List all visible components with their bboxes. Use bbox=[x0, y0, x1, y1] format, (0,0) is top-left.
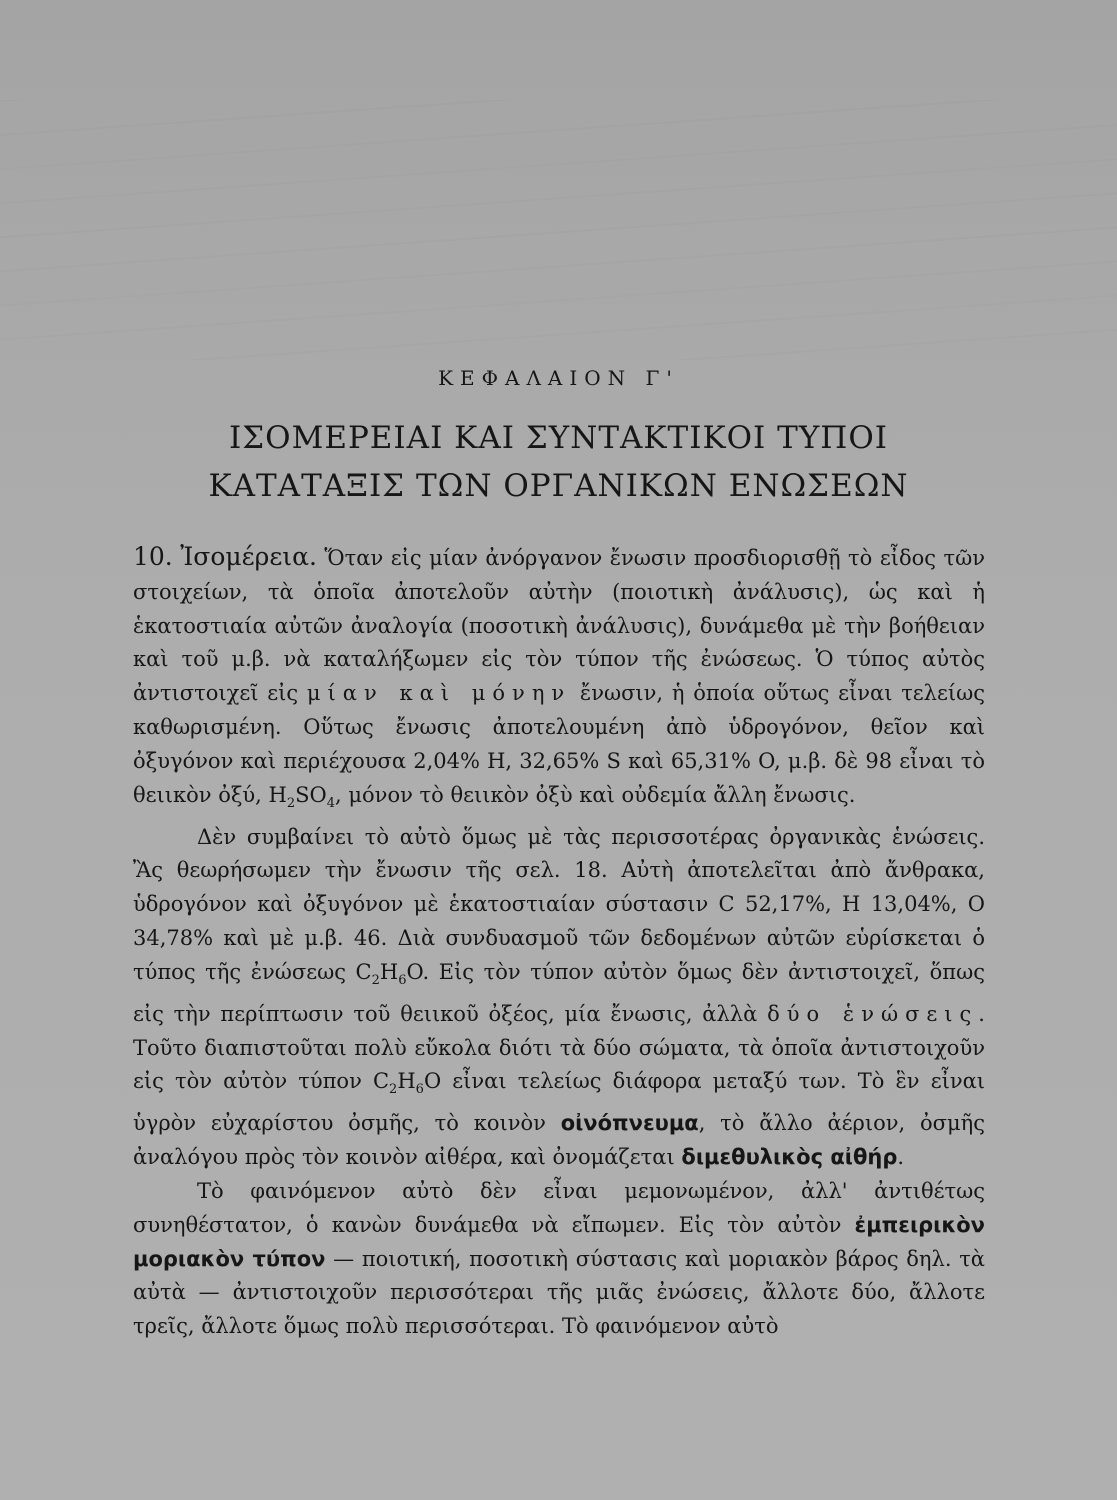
p1-spaced-emphasis: μίαν καὶ μόνην bbox=[306, 681, 572, 706]
chapter-label: ΚΕΦΑΛΑΙΟΝ Γ' bbox=[438, 366, 679, 390]
p2-text-a: Δὲν συμβαίνει τὸ αὐτὸ ὅμως μὲ τὰς περισσοτέρας ὀργανικὰς ἑνώσεις. Ἂς θεωρήσωμεν τὴν ἔνωσιν τῆς σελ. 18. Αὐτὴ ἀποτελεῖται ἀπὸ ἄνθρακα, ὑδρογόνον καὶ ὀξυγόνον μὲ ἑκατοστιαίαν σύστασιν C 52,17%, H 13,04%, O 34,78% καὶ μὲ μ.β. 46. Διὰ συνδυασμοῦ τῶν δεδομένων αὐτῶν εὑρίσκεται ὁ τύπος τῆς ἐνώσεως bbox=[133, 824, 985, 984]
p1-text-b: ἔνωσιν, ἡ ὁποία οὕτως εἶναι τελείως καθωρισμένη. Οὕτως ἔνωσις ἀποτελουμένη ἀπὸ ὑδρογόνον, θεῖον καὶ ὀξυγόνον καὶ περιέχουσα 2,04% H, 32,65% S καὶ 65,31% O, μ.β. δὲ 98 εἶναι τὸ θειικὸν ὀξύ, bbox=[133, 681, 985, 807]
p1-text-a: Ὅταν εἰς μίαν ἀνόργανον ἔνωσιν προσδιορισθῇ τὸ εἶδος τῶν στοιχείων, τὰ ὁποῖα ἀποτελοῦν αὐτὴν (ποιοτικὴ ἀνάλυσις), ὡς καὶ ἡ ἑκατοστιαία αὐτῶν ἀναλογία (ποσοτικὴ ἀνάλυσις), δυνάμεθα μὲ τὴν βοήθειαν καὶ τοῦ μ.β. νὰ καταλήξωμεν εἰς τὸν τύπον τῆς ἐνώσεως. Ὁ τύπος αὐτὸς ἀντιστοιχεῖ εἰς bbox=[133, 546, 985, 706]
section-heading: Ἰσομέρεια. bbox=[180, 542, 317, 571]
show-through-text-background bbox=[0, 100, 1117, 360]
bold-term-dimethyl-ether: διμεθυλικὸς αἰθήρ bbox=[681, 1145, 898, 1170]
p2-text-e: , τὸ ἄλλο ἀέριον, ὀσμῆς ἀναλόγου πρὸς τὸν κοινὸν αἰθέρα, καὶ ὀνομάζεται bbox=[133, 1111, 985, 1170]
paragraph-1 bbox=[133, 540, 985, 821]
chapter-title-line-1: ΙΣΟΜΕΡΕΙΑΙ ΚΑΙ ΣΥΝΤΑΚΤΙΚΟΙ ΤΥΠΟΙ bbox=[229, 420, 888, 456]
paragraph-3 bbox=[133, 1175, 985, 1344]
formula-sulfuric-acid: $H_2SO_4$ bbox=[268, 782, 336, 811]
paragraph-2 bbox=[133, 821, 985, 1175]
p2-spaced-emphasis: δύο ἑνώσεις bbox=[767, 1001, 979, 1026]
chapter-title-line-2: ΚΑΤΑΤΑΞΙΣ ΤΩΝ ΟΡΓΑΝΙΚΩΝ ΕΝΩΣΕΩΝ bbox=[208, 468, 909, 504]
p2-text-f: . bbox=[897, 1145, 905, 1170]
bold-term-ethanol: οἰνόπνευμα bbox=[560, 1111, 699, 1136]
formula-c2h6o-2: $C_2H_6O$ bbox=[372, 1069, 442, 1098]
body-text bbox=[133, 540, 985, 1344]
formula-c2h6o-1: $C_2H_6O$ bbox=[355, 959, 423, 988]
p2-text-c: . Τοῦτο διαπιστοῦται πολὺ εὔκολα διότι τὰ δύο σώματα, τὰ ὁποῖα ἀντιστοιχοῦν εἰς τὸν αὐτὸν τύπον bbox=[133, 1001, 985, 1094]
p2-text-d: εἶναι τελείως διάφορα μεταξύ των. Τὸ ἓν εἶναι ὑγρὸν εὐχαρίστου ὀσμῆς, τὸ κοινὸν bbox=[133, 1069, 985, 1136]
p3-text-b: — ποιοτική, ποσοτικὴ σύστασις καὶ μοριακὸν βάρος δηλ. τὰ αὐτὰ — ἀντιστοιχοῦν περισσότεραι τῆς μιᾶς ἐνώσεις, ἄλλοτε δύο, ἄλλοτε τρεῖς, ἄλλοτε ὅμως πολὺ περισσότεραι. Τὸ φαινόμενον αὐτὸ bbox=[133, 1246, 985, 1339]
p3-text-a: Τὸ φαινόμενον αὐτὸ δὲν εἶναι μεμονωμένον, ἀλλ' ἀντιθέτως συνηθέστατον, ὁ κανὼν δυνάμεθα νὰ εἴπωμεν. Εἰς τὸν αὐτὸν bbox=[133, 1178, 985, 1237]
p1-text-c: , μόνον τὸ θειικὸν ὀξὺ καὶ οὐδεμία ἄλλη ἔνωσις. bbox=[335, 782, 856, 807]
bold-term-empirical-formula: ἐμπειρικὸν μοριακὸν τύπον bbox=[133, 1212, 985, 1271]
section-number: 10. bbox=[133, 542, 173, 571]
p2-text-b: . Εἰς τὸν τύπον αὐτὸν ὅμως δὲν ἀντιστοιχεῖ, ὅπως εἰς τὴν περίπτωσιν τοῦ θειικοῦ ὀξέος, μία ἔνωσις, ἀλλὰ bbox=[133, 959, 985, 1026]
